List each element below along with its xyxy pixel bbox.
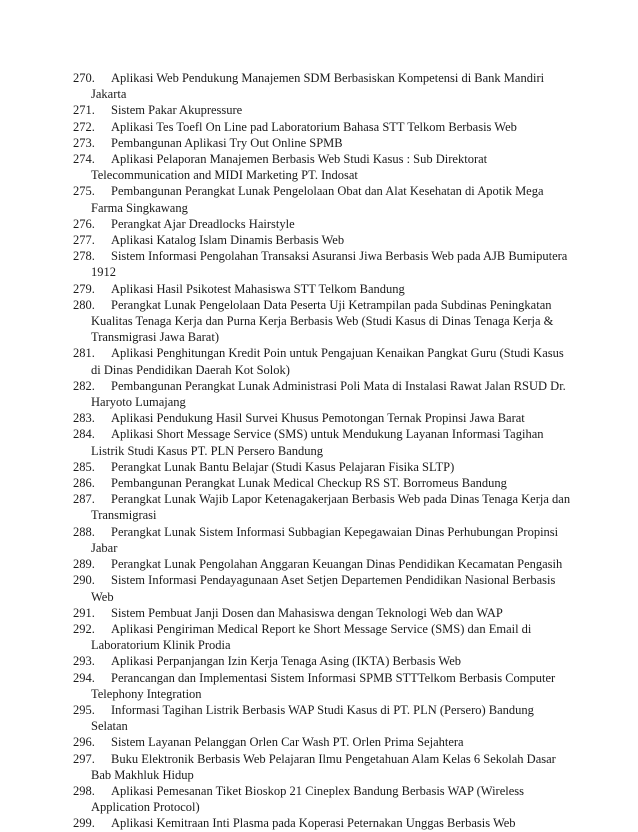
list-item bbox=[73, 281, 573, 297]
list-item bbox=[73, 605, 573, 621]
list-item bbox=[73, 491, 573, 523]
list-item bbox=[73, 248, 573, 280]
item-text: Perancangan dan Implementasi Sistem Informasi SPMB STTTelkom Berbasis Computer Telephony Integration bbox=[91, 670, 556, 701]
item-text: Sistem Informasi Pengolahan Transaksi Asuransi Jiwa Berbasis Web pada AJB Bumiputera 1912 bbox=[91, 249, 568, 280]
item-text: Perangkat Lunak Wajib Lapor Ketenagakerjaan Berbasis Web pada Dinas Tenaga Kerja dan Transmigrasi bbox=[91, 492, 571, 523]
item-text: Aplikasi Pelaporan Manajemen Berbasis Web Studi Kasus : Sub Direktorat Telecommunication and MIDI Marketing PT. Indosat bbox=[91, 152, 488, 183]
list-item bbox=[73, 475, 573, 491]
item-text: Perangkat Lunak Bantu Belajar (Studi Kasus Pelajaran Fisika SLTP) bbox=[111, 459, 455, 474]
item-number: 294. bbox=[73, 670, 95, 685]
item-text: Aplikasi Perpanjangan Izin Kerja Tenaga Asing (IKTA) Berbasis Web bbox=[111, 654, 462, 669]
list-item bbox=[73, 119, 573, 135]
item-number: 276. bbox=[73, 216, 95, 231]
list-item bbox=[73, 410, 573, 426]
item-text: Aplikasi Short Message Service (SMS) untuk Mendukung Layanan Informasi Tagihan Listrik Studi Kasus PT. PLN Persero Bandung bbox=[91, 427, 544, 458]
list-item bbox=[73, 783, 573, 815]
item-number: 278. bbox=[73, 249, 95, 264]
item-number: 279. bbox=[73, 281, 95, 296]
item-number: 285. bbox=[73, 459, 95, 474]
item-number: 281. bbox=[73, 346, 95, 361]
item-number: 284. bbox=[73, 427, 95, 442]
list-item bbox=[73, 426, 573, 458]
item-number: 299. bbox=[73, 816, 95, 831]
item-text: Aplikasi Web Pendukung Manajemen SDM Berbasiskan Kompetensi di Bank Mandiri Jakarta bbox=[91, 71, 545, 102]
item-text: Aplikasi Hasil Psikotest Mahasiswa STT Telkom Bandung bbox=[111, 281, 405, 296]
list-item bbox=[73, 345, 573, 377]
item-text: Sistem Informasi Pendayagunaan Aset Setjen Departemen Pendidikan Nasional Berbasis Web bbox=[91, 573, 556, 604]
numbered-list bbox=[73, 70, 573, 832]
list-item bbox=[73, 216, 573, 232]
item-text: Aplikasi Katalog Islam Dinamis Berbasis Web bbox=[111, 233, 345, 248]
item-number: 289. bbox=[73, 557, 95, 572]
item-text: Aplikasi Kemitraan Inti Plasma pada Koperasi Peternakan Unggas Berbasis Web bbox=[111, 816, 516, 831]
list-item bbox=[73, 135, 573, 151]
item-number: 292. bbox=[73, 621, 95, 636]
item-number: 290. bbox=[73, 573, 95, 588]
list-item bbox=[73, 621, 573, 653]
item-number: 280. bbox=[73, 297, 95, 312]
list-item bbox=[73, 815, 573, 831]
item-text: Sistem Pembuat Janji Dosen dan Mahasiswa dengan Teknologi Web dan WAP bbox=[111, 605, 503, 620]
list-item bbox=[73, 751, 573, 783]
item-number: 282. bbox=[73, 378, 95, 393]
item-text: Perangkat Ajar Dreadlocks Hairstyle bbox=[111, 216, 295, 231]
item-text: Informasi Tagihan Listrik Berbasis WAP Studi Kasus di PT. PLN (Persero) Bandung Selatan bbox=[91, 702, 534, 734]
list-item bbox=[73, 670, 573, 702]
list-item bbox=[73, 183, 573, 215]
item-number: 296. bbox=[73, 735, 95, 750]
list-item bbox=[73, 102, 573, 118]
item-number: 295. bbox=[73, 702, 95, 717]
item-text: Aplikasi Penghitungan Kredit Poin untuk Pengajuan Kenaikan Pangkat Guru (Studi Kasus di Dinas Pendidikan Daerah Kot Solok) bbox=[91, 346, 564, 377]
item-text: Perangkat Lunak Sistem Informasi Subbagian Kepegawaian Dinas Perhubungan Propinsi Jabar bbox=[91, 524, 559, 555]
list-item bbox=[73, 297, 573, 346]
item-text: Aplikasi Pengiriman Medical Report ke Short Message Service (SMS) dan Email di Laboratorium Klinik Prodia bbox=[91, 621, 532, 653]
list-item bbox=[73, 734, 573, 750]
list-item bbox=[73, 653, 573, 669]
list-item bbox=[73, 524, 573, 556]
item-number: 271. bbox=[73, 103, 95, 118]
list-item bbox=[73, 232, 573, 248]
item-number: 293. bbox=[73, 654, 95, 669]
list-item bbox=[73, 702, 573, 734]
item-text: Sistem Layanan Pelanggan Orlen Car Wash PT. Orlen Prima Sejahtera bbox=[111, 735, 464, 750]
item-text: Pembangunan Perangkat Lunak Medical Checkup RS ST. Borromeus Bandung bbox=[111, 476, 507, 491]
item-number: 283. bbox=[73, 411, 95, 426]
list-item bbox=[73, 70, 573, 102]
item-number: 274. bbox=[73, 152, 95, 167]
item-text: Aplikasi Pendukung Hasil Survei Khusus Pemotongan Ternak Propinsi Jawa Barat bbox=[111, 411, 525, 426]
list-item bbox=[73, 572, 573, 604]
item-text: Aplikasi Pemesanan Tiket Bioskop 21 Cineplex Bandung Berbasis WAP (Wireless Application Protocol) bbox=[91, 783, 525, 815]
item-number: 277. bbox=[73, 233, 95, 248]
item-text: Aplikasi Tes Toefl On Line pad Laboratorium Bahasa STT Telkom Berbasis Web bbox=[111, 119, 517, 134]
item-text: Perangkat Lunak Pengelolaan Data Peserta Uji Ketrampilan pada Subdinas Peningkatan Kualitas Tenaga Kerja dan Purna Kerja Berbasis Web (Studi Kasus di Dinas Tenaga Kerja & Transmigrasi Jawa Barat) bbox=[91, 297, 554, 345]
list-item bbox=[73, 151, 573, 183]
item-text: Pembangunan Perangkat Lunak Pengelolaan Obat dan Alat Kesehatan di Apotik Mega Farma Singkawang bbox=[91, 184, 544, 215]
list-item bbox=[73, 459, 573, 475]
item-number: 291. bbox=[73, 605, 95, 620]
item-number: 275. bbox=[73, 184, 95, 199]
item-number: 272. bbox=[73, 119, 95, 134]
item-text: Sistem Pakar Akupressure bbox=[111, 103, 243, 118]
item-text: Perangkat Lunak Pengolahan Anggaran Keuangan Dinas Pendidikan Kecamatan Pengasih bbox=[111, 557, 563, 572]
item-number: 270. bbox=[73, 71, 95, 85]
item-text: Pembangunan Perangkat Lunak Administrasi Poli Mata di Instalasi Rawat Jalan RSUD Dr. Haryoto Lumajang bbox=[91, 378, 566, 410]
item-number: 288. bbox=[73, 524, 95, 539]
list-item bbox=[73, 378, 573, 410]
item-number: 286. bbox=[73, 476, 95, 491]
item-text: Buku Elektronik Berbasis Web Pelajaran Ilmu Pengetahuan Alam Kelas 6 Sekolah Dasar Bab Makhluk Hidup bbox=[91, 751, 556, 782]
item-number: 287. bbox=[73, 492, 95, 507]
item-number: 273. bbox=[73, 135, 95, 150]
item-text: Pembangunan Aplikasi Try Out Online SPMB bbox=[111, 135, 343, 150]
item-number: 297. bbox=[73, 751, 95, 766]
list-item bbox=[73, 556, 573, 572]
item-number: 298. bbox=[73, 783, 95, 798]
